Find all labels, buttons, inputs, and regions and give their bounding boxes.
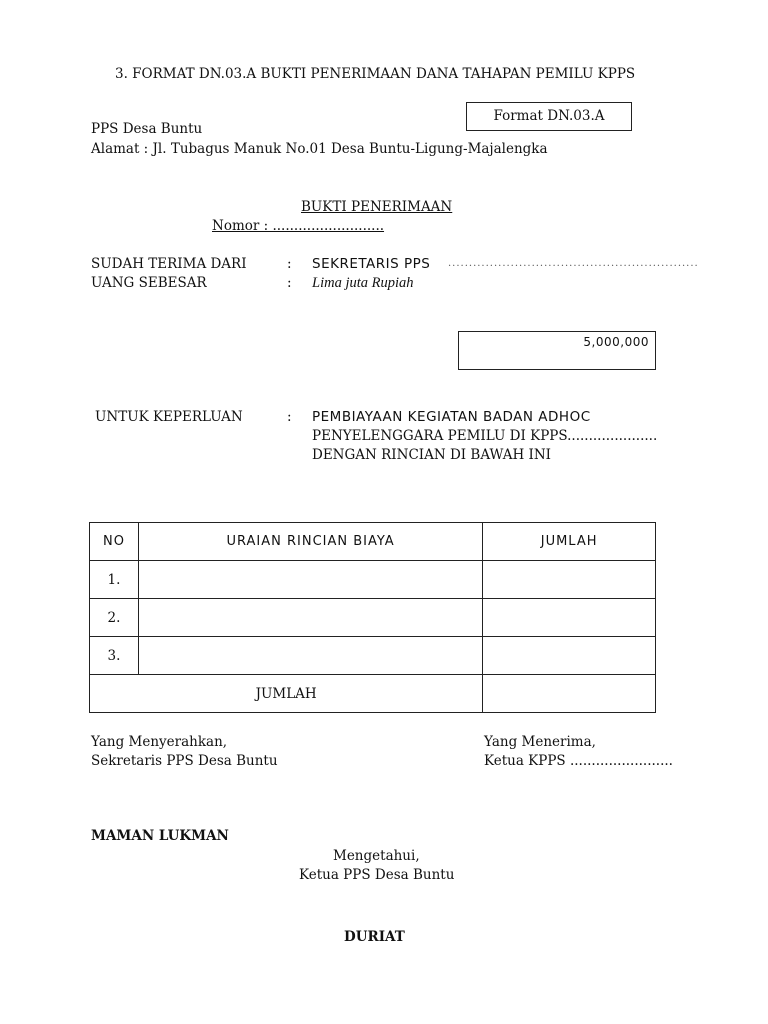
- giver-name: MAMAN LUKMAN: [91, 828, 229, 844]
- giver-role: Yang Menyerahkan,: [91, 734, 228, 750]
- row-number: 2.: [90, 599, 139, 637]
- total-amount: [483, 675, 656, 713]
- row-amount: [483, 599, 656, 637]
- received-from-dots: ............................................................: [448, 258, 699, 269]
- table-row: [90, 637, 656, 675]
- table-row: [90, 561, 656, 599]
- document-number: Nomor : ..........................: [212, 218, 385, 234]
- row-number: 1.: [90, 561, 139, 599]
- organization-name: PPS Desa Buntu: [91, 121, 203, 137]
- cost-detail-table: [89, 522, 656, 713]
- amount-in-words: Lima juta Rupiah: [312, 275, 414, 291]
- amount-label: UANG SEBESAR: [91, 275, 207, 291]
- format-code: Format DN.03.A: [493, 108, 605, 124]
- format-code-box: [466, 102, 632, 131]
- header-amount: JUMLAH: [483, 523, 656, 561]
- purpose-line-3: DENGAN RINCIAN DI BAWAH INI: [312, 447, 552, 463]
- purpose-label: UNTUK KEPERLUAN: [95, 409, 243, 425]
- giver-title: Sekretaris PPS Desa Buntu: [91, 753, 278, 769]
- acknowledger-title: Ketua PPS Desa Buntu: [299, 867, 455, 883]
- organization-address: Alamat : Jl. Tubagus Manuk No.01 Desa Buntu-Ligung-Majalengka: [91, 141, 548, 157]
- purpose-line-1: PEMBIAYAAN KEGIATAN BADAN ADHOC: [312, 409, 591, 425]
- receiver-role: Yang Menerima,: [484, 734, 596, 750]
- amount-box: [458, 331, 656, 370]
- row-amount: [483, 637, 656, 675]
- amount-figure: 5,000,000: [583, 335, 649, 349]
- row-description: [138, 637, 482, 675]
- row-description: [138, 599, 482, 637]
- table-row: [90, 599, 656, 637]
- row-number: 3.: [90, 637, 139, 675]
- acknowledger-role: Mengetahui,: [333, 848, 420, 864]
- header-no: NO: [90, 523, 139, 561]
- total-label: JUMLAH: [90, 675, 483, 713]
- amount-separator: :: [287, 275, 292, 291]
- row-description: [138, 561, 482, 599]
- document-title: BUKTI PENERIMAAN: [301, 199, 453, 215]
- purpose-line-2: PENYELENGGARA PEMILU DI KPPS.....................: [312, 428, 658, 444]
- acknowledger-name: DURIAT: [344, 929, 405, 945]
- document-heading: 3. FORMAT DN.03.A BUKTI PENERIMAAN DANA TAHAPAN PEMILU KPPS: [115, 66, 636, 82]
- purpose-separator: :: [287, 409, 292, 425]
- header-description: URAIAN RINCIAN BIAYA: [138, 523, 482, 561]
- row-amount: [483, 561, 656, 599]
- received-from-label: SUDAH TERIMA DARI: [91, 256, 247, 272]
- received-from-value: SEKRETARIS PPS: [312, 256, 431, 272]
- table-header-row: [90, 523, 656, 561]
- table-total-row: [90, 675, 656, 713]
- received-from-separator: :: [287, 256, 292, 272]
- receiver-title: Ketua KPPS ........................: [484, 753, 673, 769]
